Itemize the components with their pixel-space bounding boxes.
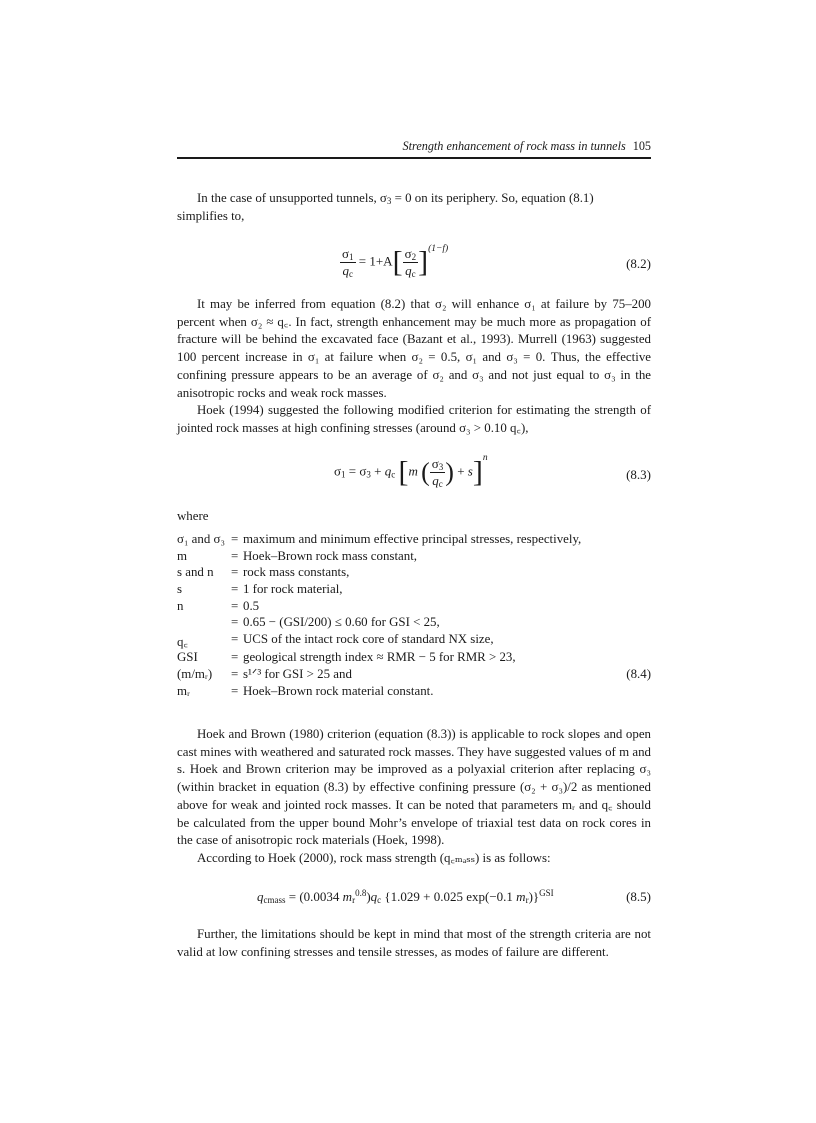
equation-number: (8.5) <box>626 889 651 904</box>
definition-term: s <box>177 582 183 597</box>
definition-num <box>623 650 651 667</box>
equation-8-2: $\frac{\sigma_1}{q_c}$ = 1+A[ $\frac{\sigma_2}{q_c}$ ]$^{(1-f)}$ (8.2) <box>342 244 651 279</box>
paragraph-2: It may be inferred from equation (8.2) that σ₂ will enhance σ₁ at failure by 75–200 percent when σ₂ ≈ q꜀. In fact, strength enhancement may be much more as propagation of fracture will be behind the excavated face (Bazant et al., 1993). Murrell (1963) suggested 100 percent increase in σ₁ at failure when σ₂ = 0.5, σ₁ and σ₃ = 0. Thus, the effective confining pressure appears to be an average of σ₂ and σ₃ and not just equal to σ₃ in the anisotropic rocks and weak rock masses. Hoek (1994) suggested the following modified criterion for estimating the strength of jointed rock masses at high confining stresses (around σ₃ > 0.10 q꜀), <box>177 296 651 438</box>
definition-term: q꜀ <box>177 635 188 650</box>
definitions-table <box>177 532 651 700</box>
header-rule <box>177 157 651 159</box>
page-number: 105 <box>632 139 651 153</box>
definition-term: mᵣ <box>177 683 190 698</box>
definition-def: 0.65 − (GSI/200) ≤ 0.60 for GSI < 25, <box>243 615 440 630</box>
definition-eq: = <box>231 615 239 630</box>
definition-eq: = <box>231 598 239 613</box>
definition-def: Hoek–Brown rock mass constant, <box>243 548 417 563</box>
paragraph-4: Hoek and Brown (1980) criterion (equation (8.3)) is applicable to rock slopes and open cast mines with weathered and saturated rock masses. They have suggested values of m and s. Hoek and Brown criterion may be improved as a polyaxial criterion after replacing σ₃ (within bracket in equation (8.3) by effective confining pressure (σ₂ + σ₃)/2 as mentioned above for weak and jointed rock masses. It can be noted that parameters mᵣ and q꜀ should be calculated from the upper bound Mohr’s envelope of triaxial test data on rock cores in the case of anisotropic rock materials (Hoek, 1998). According to Hoek (2000), rock mass strength (q꜀ₘₐₛₛ) is as follows: <box>177 726 651 868</box>
definition-def: UCS of the intact rock core of standard NX size, <box>243 632 494 647</box>
definition-term: σ₁ and σ₃ <box>177 532 225 546</box>
equation-8-5: $q_{cmass} = (0.0034$ $m_r^{0.8})q_c$ {1.029 + 0.025 exp(−0.1 $m_r)\}^{GSI}$ (8.5) <box>257 888 651 905</box>
equation-8-3: $\sigma_1 = \sigma_3 + q_c$ [m ( $\frac{\sigma_3}{q_c}$ ) + s]$^n$ (8.3) <box>334 453 651 489</box>
definition-num <box>623 632 651 650</box>
definition-eq: = <box>231 650 239 665</box>
definition-term: GSI <box>177 650 198 665</box>
definition-num <box>623 599 651 616</box>
definition-term: (m/mᵣ) <box>177 666 213 681</box>
definition-def: s¹ᐟ³ for GSI > 25 and <box>243 666 352 681</box>
definition-term: s and n <box>177 565 214 580</box>
definition-row <box>177 565 651 582</box>
definition-num: (8.4) <box>626 666 651 681</box>
running-header <box>177 139 651 154</box>
paragraph-1: In the case of unsupported tunnels, $\sigma_3 = 0$ on its periphery. So, equation (8.1) simplifies to, <box>177 191 594 223</box>
definition-term: m <box>177 548 188 563</box>
definition-num <box>623 684 651 701</box>
definition-row <box>177 582 651 599</box>
paragraph-5: According to Hoek (2000), rock mass strength (q꜀ₘₐₛₛ) is as follows: <box>197 850 551 865</box>
definition-eq: = <box>231 666 239 681</box>
equation-number: (8.3) <box>626 467 651 482</box>
definition-term <box>177 615 231 632</box>
definition-row <box>177 632 651 650</box>
definition-eq: = <box>231 532 239 546</box>
definition-row <box>177 667 651 684</box>
definition-row <box>177 684 651 701</box>
definition-eq: = <box>231 565 239 580</box>
definition-num <box>623 582 651 599</box>
definition-def: 1 for rock material, <box>243 582 343 597</box>
paragraph-6: Further, the limitations should be kept in mind that most of the strength criteria are not valid at low confining stresses and tensile stresses, as modes of failure are different. <box>177 927 651 959</box>
definition-eq: = <box>231 683 239 698</box>
definition-num <box>623 565 651 582</box>
definition-row <box>177 650 651 667</box>
definition-eq: = <box>231 632 239 647</box>
definition-row <box>177 599 651 616</box>
definition-num <box>623 615 651 632</box>
definition-eq: = <box>231 548 239 563</box>
where-label: where <box>177 509 209 523</box>
definition-row <box>177 532 651 549</box>
definition-def: maximum and minimum effective principal stresses, respectively, <box>243 532 582 546</box>
running-title: Strength enhancement of rock mass in tunnels <box>402 139 626 153</box>
definition-num <box>623 532 651 549</box>
definition-def: 0.5 <box>243 598 260 613</box>
definition-def: Hoek–Brown rock material constant. <box>243 683 434 698</box>
equation-number: (8.2) <box>626 256 651 271</box>
definition-term: n <box>177 598 184 613</box>
paragraph-3: Hoek (1994) suggested the following modified criterion for estimating the strength of jointed rock masses at high confining stresses (around σ₃ > 0.10 q꜀), <box>177 403 651 435</box>
definition-row <box>177 615 651 632</box>
definition-def: rock mass constants, <box>243 565 350 580</box>
definition-row <box>177 549 651 566</box>
definition-num <box>623 549 651 566</box>
definition-def: geological strength index ≈ RMR − 5 for RMR > 23, <box>243 650 516 665</box>
definition-eq: = <box>231 582 239 597</box>
